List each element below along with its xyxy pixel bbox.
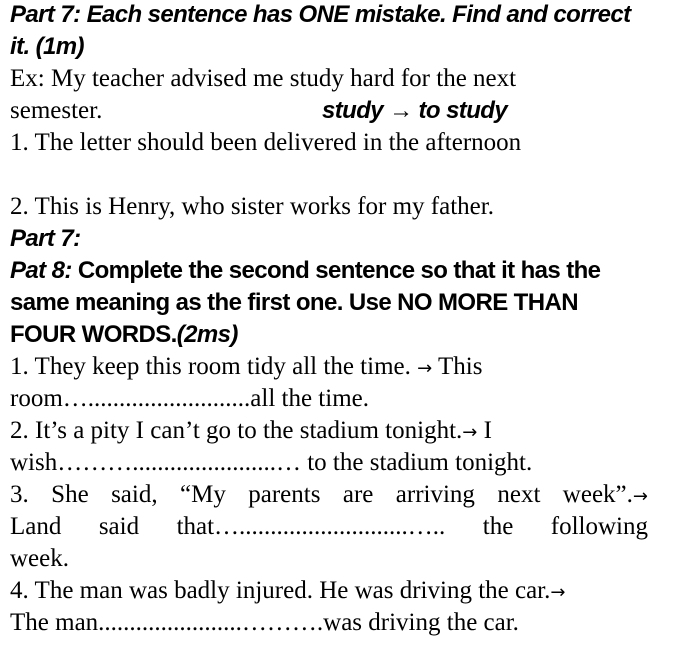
part7-heading-line1: Part 7: Each sentence has ONE mistake. Find and correct [10, 1, 631, 28]
part7-heading-line2: it. (1m) [10, 33, 84, 60]
part8-label: Pat 8: [10, 257, 72, 284]
part8-instruction-line3 [10, 319, 238, 351]
part8-q1-sentence: 1. They keep this room tidy all the time. [10, 353, 418, 380]
part8-q2-line1 [10, 415, 492, 447]
part8-instruction-line1 [10, 255, 600, 287]
arrow-icon: → [417, 358, 433, 379]
arrow-icon: → [550, 582, 566, 603]
part8-q4-line2: The man.......................……….was driving the car. [10, 609, 519, 636]
part7-repeat-heading: Part 7: [10, 225, 81, 252]
part7-example-line2: semester. [10, 97, 103, 124]
part8-instruction-text1: Complete the second sentence so that it has the [71, 257, 601, 284]
part8-q2-start: I [477, 417, 492, 444]
part8-q4-sentence: 4. The man was badly injured. He was driving the car. [10, 577, 551, 604]
part7-example-line1: Ex: My teacher advised me study hard for the next [10, 65, 517, 92]
part7-example-answer: study → to study [322, 97, 508, 124]
part8-q3-line3: week. [10, 545, 69, 572]
part8-q2-sentence: 2. It’s a pity I can’t go to the stadium tonight. [10, 417, 463, 444]
arrow-icon: → [632, 486, 648, 507]
part8-instruction-line2: same meaning as the first one. Use NO MORE THAN [10, 289, 578, 316]
part8-q3-sentence: 3. She said, “My parents are arriving next week”. [10, 481, 633, 508]
part8-q1-start: This [432, 353, 483, 380]
part8-marks: (2ms) [176, 321, 238, 348]
part7-item-2: 2. This is Henry, who sister works for my father. [10, 193, 494, 220]
arrow-icon: → [462, 422, 478, 443]
part8-q3-line1 [10, 479, 648, 511]
part8-q4-line1 [10, 575, 565, 607]
part8-instruction-text3: FOUR WORDS. [10, 321, 177, 348]
part8-q1-line1 [10, 351, 482, 383]
part7-item-1: 1. The letter should been delivered in the afternoon [10, 129, 522, 156]
part8-q2-line2: wish……….......................… to the stadium tonight. [10, 449, 533, 476]
part8-q3-line2: Land said that…...........................….. the following [10, 513, 648, 540]
part8-q1-line2: room…..........................all the time. [10, 385, 369, 412]
